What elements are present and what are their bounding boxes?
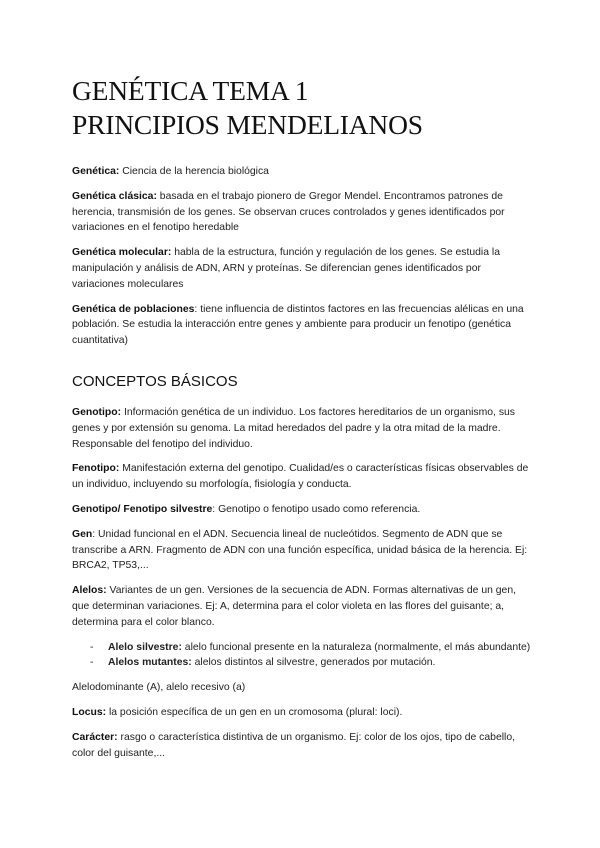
definition-text: Variantes de un gen. Versiones de la secuencia de ADN. Formas alternativas de un gen, que determinan variaciones. Ej: A, determina para el color violeta en las flores del guisante; a, determina para el color blanco. [72, 585, 516, 628]
term: Fenotipo: [72, 463, 120, 475]
definition-text: Ciencia de la herencia biológica [119, 166, 269, 177]
definition-text: habla de la estructura, función y regulación de los genes. Se estudia la manipulación y análisis de ADN, ARN y proteínas. Se diferencian genes identificados por variaciones moleculares [72, 247, 500, 290]
alelos-bullet-list [72, 640, 532, 672]
definition-text: la posición específica de un gen en un cromosoma (plural: loci). [106, 706, 403, 718]
concept-alelos [72, 583, 532, 630]
definition-text: Información genética de un individuo. Los factores hereditarios de un organismo, sus genes y por extensión su genoma. La mitad heredados del padre y la otra mitad de la madre. Responsable del fenotipo del individuo. [72, 406, 515, 450]
definition-genetica-clasica [72, 189, 532, 236]
definition-text: alelo funcional presente en la naturaleza (normalmente, el más abundante) [181, 641, 531, 653]
definition-text: Manifestación externa del genotipo. Cualidad/es o características físicas observables de un individuo, incluyendo su morfología, fisiología y conducta. [72, 463, 529, 491]
concept-locus [72, 705, 532, 721]
concept-fenotipo [72, 461, 532, 493]
term: Genotipo: [72, 406, 122, 418]
definition-text: basada en el trabajo pionero de Gregor Mendel. Encontramos patrones de herencia, transmisión de los genes. Se observan cruces controlados y genes identificados por variaciones en el fenotipo heredable [72, 190, 505, 234]
definition-text: Alelodominante (A), alelo recesivo (a) [72, 682, 246, 694]
term: Genotipo/ Fenotipo silvestre [72, 503, 213, 515]
definition-text: : Unidad funcional en el ADN. Secuencia lineal de nucleótidos. Segmento de ADN que se transcribe a ARN. Fragmento de ADN con una función específica, unidad básica de la herencia. Ej: BRCA2, TP53,... [72, 528, 528, 572]
term: Genética clásica: [72, 190, 157, 202]
definition-text: : Genotipo o fenotipo usado como referencia. [212, 503, 421, 515]
title-block [72, 74, 532, 142]
term: Alelos: [72, 585, 107, 597]
document-page [72, 74, 532, 770]
title-line-2: PRINCIPIOS MENDELIANOS [72, 109, 423, 140]
term: Locus: [72, 706, 107, 718]
concepts-list [72, 405, 532, 761]
definition-text: rasgo o característica distintiva de un organismo. Ej: color de los ojos, tipo de cabello, color del guisante,... [72, 731, 516, 759]
term: Alelo silvestre: [108, 641, 182, 653]
term: Genética molecular: [72, 247, 172, 259]
list-item [72, 655, 532, 671]
term: Genética de poblaciones [72, 303, 195, 315]
definition-genetica [72, 164, 532, 180]
definition-genetica-molecular [72, 245, 532, 292]
term: Alelos mutantes: [108, 657, 192, 669]
concept-genotipo [72, 405, 532, 452]
concept-caracter [72, 730, 532, 762]
list-item [72, 640, 532, 656]
intro-definitions [72, 164, 532, 349]
concept-dominante-recesivo [72, 680, 532, 696]
dash-marker: - [90, 641, 94, 653]
title-line-1: GENÉTICA TEMA 1 [72, 75, 309, 106]
term: Carácter: [72, 731, 118, 743]
definition-genetica-poblaciones [72, 302, 532, 349]
definition-text: : tiene influencia de distintos factores en las frecuencias alélicas en una población. Se estudia la interacción entre genes y ambiente para producir un fenotipo (genética cuantitativa) [72, 303, 524, 347]
dash-marker: - [90, 657, 94, 669]
term: Genética: [72, 166, 120, 177]
concept-gen [72, 527, 532, 574]
concept-silvestre [72, 502, 532, 518]
section-heading: CONCEPTOS BÁSICOS [72, 372, 238, 390]
term: Gen [72, 528, 93, 540]
definition-text: alelos distintos al silvestre, generados por mutación. [191, 657, 436, 669]
